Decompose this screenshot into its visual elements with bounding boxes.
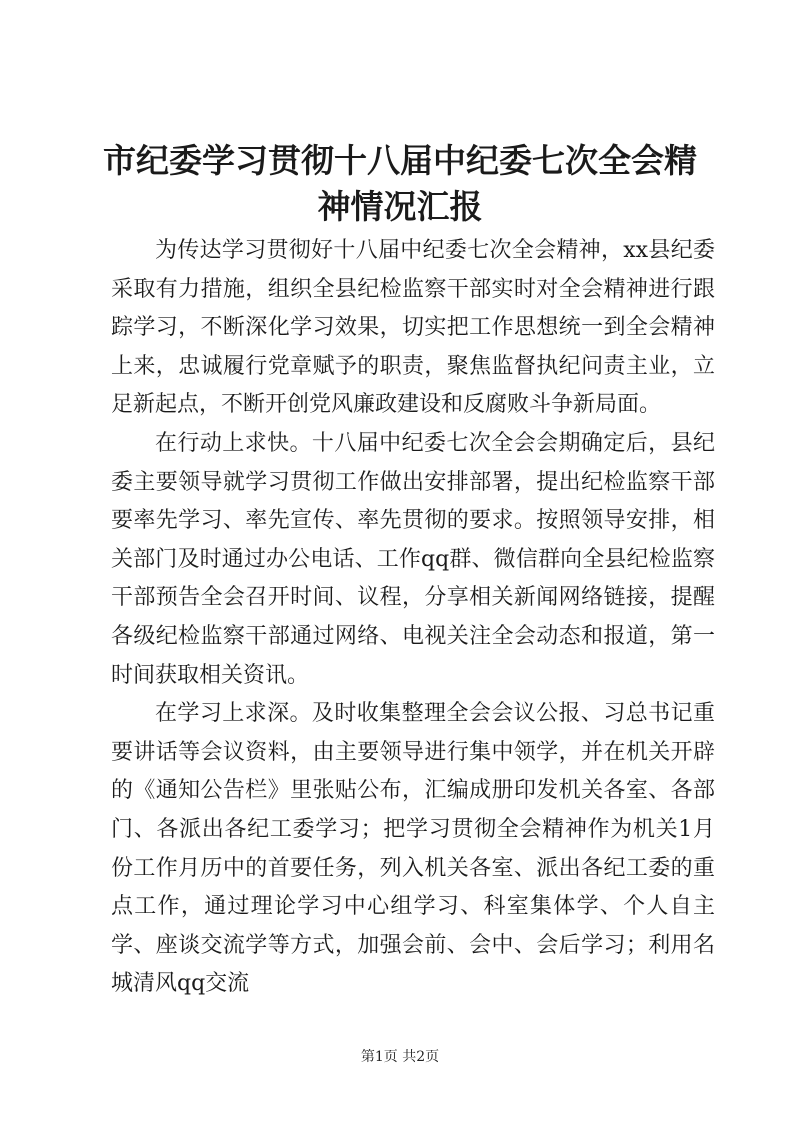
paragraph-study: 在学习上求深。及时收集整理全会会议公报、习总书记重要讲话等会议资料，由主要领导进行集中领学，并在机关开辟的《通知公告栏》里张贴公布，汇编成册印发机关各室、各部门、各派出各纪工委学习；把学习贯彻全会精神作为机关1月份工作月历中的首要任务，列入机关各室、派出各纪工委的重点工作，通过理论学习中心组学习、科室集体学、个人自主学、座谈交流学等方式，加强会前、会中、会后学习；利用名城清风qq交流: [111, 701, 715, 997]
paragraph-action: 在行动上求快。十八届中纪委七次全会会期确定后，县纪委主要领导就学习贯彻工作做出安排部署，提出纪检监察干部要率先学习、率先宣传、率先贯彻的要求。按照领导安排，相关部门及时通过办公电话、工作qq群、微信群向全县纪检监察干部预告全会召开时间、议程，分享相关新闻网络链接，提醒各级纪检监察干部通过网络、电视关注全会动态和报道，第一时间获取相关资讯。: [111, 430, 715, 688]
page-footer: 第1页 共2页: [360, 1049, 440, 1065]
document-body: [111, 232, 715, 1004]
paragraph-intro: 为传达学习贯彻好十八届中纪委七次全会精神，xx县纪委采取有力措施，组织全县纪检监察干部实时对全会精神进行跟踪学习，不断深化学习效果，切实把工作思想统一到全会精神上来，忠诚履行党章赋予的职责，聚焦监督执纪问责主业，立足新起点，不断开创党风廉政建设和反腐败斗争新局面。: [111, 238, 715, 418]
document-title: 市纪委学习贯彻十八届中纪委七次全会精神情况汇报: [103, 141, 697, 226]
